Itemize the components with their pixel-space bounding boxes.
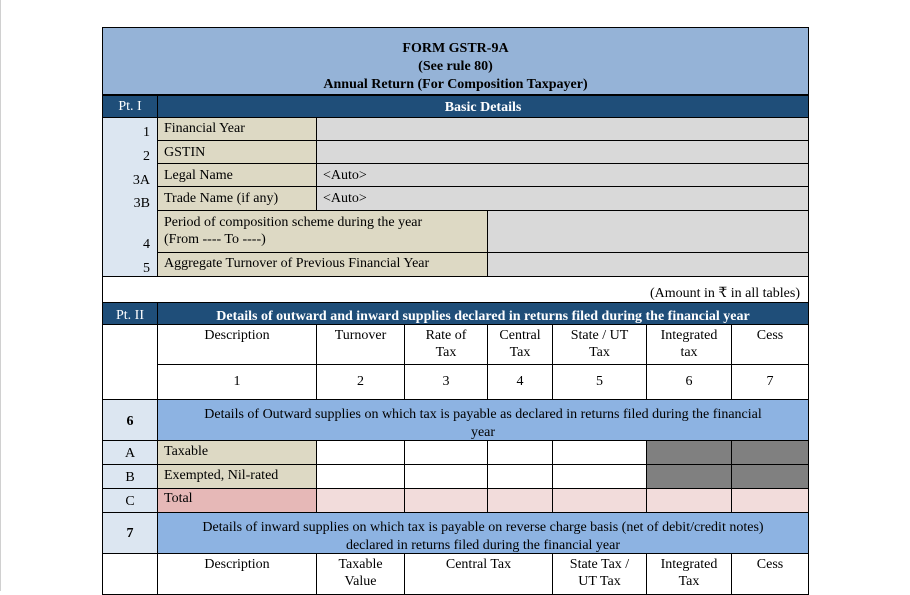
col-number-5: 5 (552, 364, 647, 400)
legal-name-label: Legal Name (157, 163, 317, 187)
aggregate-turnover-field[interactable] (487, 252, 809, 277)
financial-year-field[interactable] (316, 117, 809, 141)
section7-number: 7 (102, 512, 158, 554)
aggregate-turnover-label: Aggregate Turnover of Previous Financial Year (157, 252, 488, 277)
total-central-tax-cell (487, 488, 553, 513)
legal-name-field[interactable]: <Auto> (316, 163, 809, 187)
col-number-2: 2 (316, 364, 405, 400)
s7-col-header-central-tax: Central Tax (404, 553, 553, 595)
section7-title: Details of inward supplies on which tax is payable on reverse charge basis (net of debit/credit notes) declared in returns filed during the financial year (157, 512, 809, 554)
col-header-turnover: Turnover (316, 324, 405, 365)
composition-period-field[interactable] (487, 210, 809, 253)
s7-col-header-description: Description (157, 553, 317, 595)
part2-label: Pt. II (102, 302, 158, 325)
col-number-7: 7 (731, 364, 809, 400)
col-header-cess: Cess (731, 324, 809, 365)
taxable-state-tax-cell[interactable] (552, 440, 647, 465)
part1-title: Basic Details (157, 95, 809, 118)
exempted-turnover-cell[interactable] (316, 464, 405, 489)
gstin-field[interactable] (316, 140, 809, 164)
trade-name-label: Trade Name (if any) (157, 186, 317, 211)
part2-blank-cell (102, 324, 158, 400)
total-rate-cell (404, 488, 488, 513)
exempted-label: Exempted, Nil-rated (157, 464, 317, 489)
s7-col-header-taxable-value: Taxable Value (316, 553, 405, 595)
section6-number: 6 (102, 399, 158, 441)
amount-note-row (102, 276, 809, 303)
taxable-central-tax-cell[interactable] (487, 440, 553, 465)
taxable-rate-cell[interactable] (404, 440, 488, 465)
col-header-description: Description (157, 324, 317, 365)
row-number-1: 1 (143, 125, 150, 140)
taxable-integrated-tax-cell (646, 440, 732, 465)
part2-title: Details of outward and inward supplies declared in returns filed during the financial year (157, 302, 809, 325)
col-header-central-tax: Central Tax (487, 324, 553, 365)
trade-name-field[interactable]: <Auto> (316, 186, 809, 211)
row-number-4: 4 (143, 237, 150, 252)
row-number-2: 2 (143, 149, 150, 164)
exempted-rate-cell[interactable] (404, 464, 488, 489)
exempted-integrated-tax-cell (646, 464, 732, 489)
row-number-3b: 3B (133, 196, 150, 211)
taxable-label: Taxable (157, 440, 317, 465)
row-b-letter: B (102, 464, 158, 489)
col-number-1: 1 (157, 364, 317, 400)
exempted-cess-cell (731, 464, 809, 489)
page-margin-line (0, 0, 1, 591)
part1-label: Pt. I (102, 95, 158, 118)
exempted-state-tax-cell[interactable] (552, 464, 647, 489)
col-header-state-ut-tax: State / UT Tax (552, 324, 647, 365)
total-cess-cell (731, 488, 809, 513)
composition-period-label: Period of composition scheme during the year (From ---- To ----) (157, 210, 488, 253)
amount-note: (Amount in ₹ in all tables) (649, 286, 800, 301)
taxable-turnover-cell[interactable] (316, 440, 405, 465)
row-a-letter: A (102, 440, 158, 465)
s7-col-header-state-ut-tax: State Tax / UT Tax (552, 553, 647, 595)
s7-col-header-cess: Cess (731, 553, 809, 595)
total-integrated-tax-cell (646, 488, 732, 513)
row-number-3a: 3A (132, 173, 150, 188)
form-title: FORM GSTR-9A (402, 41, 509, 56)
form-subtitle: Annual Return (For Composition Taxpayer) (323, 77, 588, 92)
col-number-4: 4 (487, 364, 553, 400)
section6-title: Details of Outward supplies on which tax is payable as declared in returns filed during the financial year (157, 399, 809, 441)
row-number-5: 5 (143, 261, 150, 276)
col-number-3: 3 (404, 364, 488, 400)
total-turnover-cell (316, 488, 405, 513)
taxable-cess-cell (731, 440, 809, 465)
col-number-6: 6 (646, 364, 732, 400)
row-c-letter: C (102, 488, 158, 513)
form-rule: (See rule 80) (418, 59, 493, 74)
form-header (102, 27, 809, 95)
financial-year-label: Financial Year (157, 117, 317, 141)
section7-blank-cell (102, 553, 158, 595)
gstin-label: GSTIN (157, 140, 317, 164)
s7-col-header-integrated-tax: Integrated Tax (646, 553, 732, 595)
exempted-central-tax-cell[interactable] (487, 464, 553, 489)
total-label: Total (157, 488, 317, 513)
col-header-rate-of-tax: Rate of Tax (404, 324, 488, 365)
total-state-tax-cell (552, 488, 647, 513)
col-header-integrated-tax: Integrated tax (646, 324, 732, 365)
